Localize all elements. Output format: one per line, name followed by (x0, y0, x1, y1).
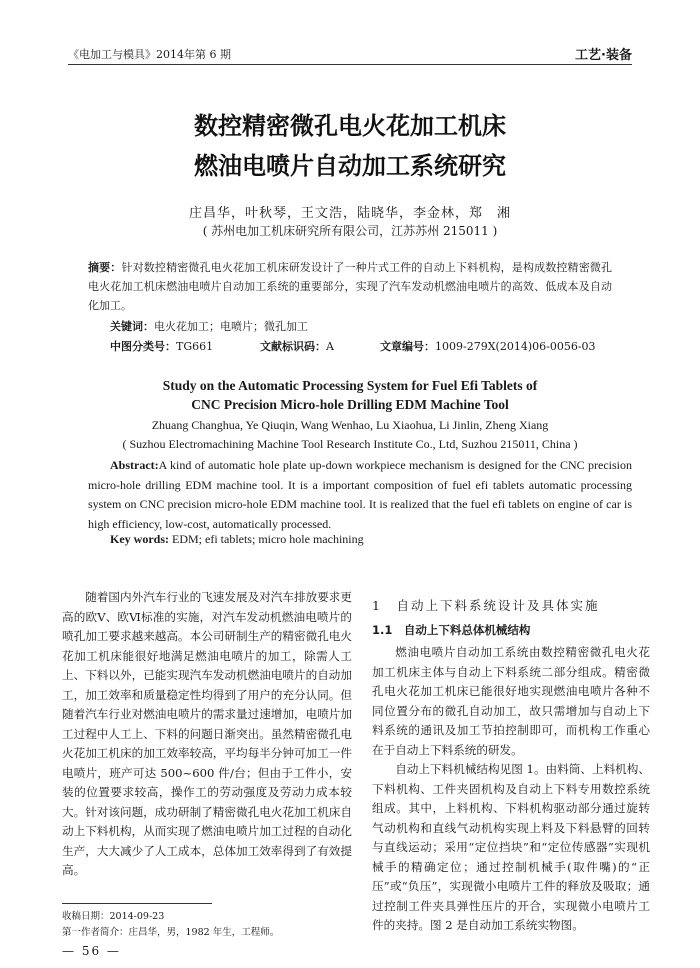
keywords-en (110, 532, 364, 547)
keywords-cn-text: 电火花加工；电喷片；微孔加工 (154, 320, 308, 333)
title-en-line1: Study on the Automatic Processing System for Fuel Efi Tablets of (162, 378, 538, 393)
title-cn-line1: 数控精密微孔电火花加工机床 (194, 112, 506, 140)
affiliation-en: ( Suzhou Electromachining Machine Tool Research Institute Co., Ltd, Suzhou 215011, China ) (122, 437, 578, 451)
body-left-column (62, 588, 352, 881)
classification-row (110, 338, 630, 354)
subsection-1-1-heading: 1.1 自动上下料总体机械结构 (372, 622, 531, 637)
doc-code-label: 文献标识码： (260, 340, 326, 353)
affiliation-cn: ( 苏州电加工机床研究所有限公司，江苏苏州 215011 ) (202, 224, 498, 238)
title-en-line2: CNC Precision Micro-hole Drilling EDM Machine Tool (191, 397, 509, 412)
section-1-heading: 1 自动上下料系统设计及具体实施 (372, 598, 600, 613)
footnote-received: 收稿日期：2014-09-23 (62, 911, 165, 922)
article-no-value: 1009-279X(2014)06-0056-03 (435, 340, 596, 353)
section-tag: 工艺·装备 (575, 48, 632, 63)
abstract-en-text: A kind of automatic hole plate up-down workpiece mechanism is designed for the CNC precision micro-hole drilling EDM machine tool. It is a important composition of fuel efi tablets automatic processing system on CNC precision micro-hole EDM machine tool. It is realized that the fuel efi tablets on engine of car is high efficiency, low-cost, automatically processed. (88, 458, 632, 531)
clc-value: TG661 (176, 340, 214, 353)
keywords-en-label: Key words: (110, 532, 169, 546)
body-right-column (372, 596, 650, 936)
abstract-en (88, 456, 632, 534)
intro-paragraph: 随着国内外汽车行业的飞速发展及对汽车排放要求更高的欧Ⅴ、欧Ⅵ标准的实施，对汽车发动机燃油电喷片的喷孔加工要求越来越高。本公司研制生产的精密微孔电火花加工机床能很好地满足燃油电喷片的加工，除需人工上、下料以外，已能实现汽车发动机燃油电喷片的自动加工，加工效率和质量稳定性均得到了用户的充分认同。但随着汽车行业对燃油电喷片的需求量过速增加，电喷片加工过程中人工上、下料的问题日渐突出。虽然精密微孔电火花加工机床的加工效率较高，平均每半分钟可加工一件电喷片，班产可达 500~600 件/台；但由于工件小，安装的位置要求较高，操作工的劳动强度及劳动力成本较大。针对该问题，成功研制了精密微孔电火花加工机床自动上下料机构，从而实现了燃油电喷片加工过程的自动化生产，大大减少了人工成本，总体加工效率得到了有效提高。 (62, 590, 352, 877)
header-rule (68, 64, 632, 65)
authors-cn: 庄昌华，叶秋琴，王文浩，陆晓华，李金林，郑 湘 (188, 206, 511, 221)
abstract-cn (88, 258, 612, 315)
keywords-cn (110, 318, 308, 334)
footnote-author: 第一作者简介：庄昌华，男，1982 年生，工程师。 (62, 927, 280, 938)
keywords-cn-label: 关键词： (110, 320, 154, 333)
keywords-en-text: EDM; efi tablets; micro hole machining (172, 532, 364, 546)
abstract-cn-text: 针对数控精密微孔电火花加工机床研发设计了一种片式工件的自动上下料机构，是构成数控精密微孔电火花加工机床燃油电喷片自动加工系统的重要部分，实现了汽车发动机燃油电喷片的高效、低成本及自动化加工。 (88, 261, 613, 312)
clc-label: 中图分类号： (110, 340, 176, 353)
abstract-en-label: Abstract: (110, 458, 159, 472)
journal-header: 《电加工与模具》2014年第 6 期 (68, 48, 231, 61)
authors-en: Zhuang Changhua, Ye Qiuqin, Wang Wenhao, Lu Xiaohua, Li Jinlin, Zheng Xiang (151, 418, 549, 432)
title-cn-line2: 燃油电喷片自动加工系统研究 (194, 152, 506, 180)
abstract-cn-label: 摘要： (88, 261, 122, 274)
body-paragraph-1: 燃油电喷片自动加工系统由数控精密微孔电火花加工机床主体与自动上下料系统二部分组成。精密微孔电火花加工机床已能很好地实现燃油电喷片各种不同位置分布的微孔自动加工，故只需增加与自动上下料系统的通讯及加工节拍控制即可，而机构工作重心在于自动上下料系统的研发。 (372, 645, 650, 757)
footnote-rule (62, 903, 212, 904)
doc-code-value: A (326, 340, 334, 353)
article-no-label: 文章编号： (380, 340, 435, 353)
page-number: — 56 — (62, 944, 121, 958)
body-paragraph-2: 自动上下料机械结构见图 1。由料筒、上料机构、下料机构、工件夹固机构及自动上下料专用数控系统组成。其中，上料机构、下料机构驱动部分通过旋转气动机构和直线气动机构实现上料及下料悬臂的回转与直线运动；采用“定位挡块”和“定位传感器”实现机械手的精确定位；通过控制机械手(取件嘴)的“正压”或“负压”，实现微小电喷片工件的释放及吸取；通过控制工件夹具弹性压片的开合，实现微小电喷片工件的夹持。图 2 是自动加工系统实物图。 (372, 762, 650, 932)
